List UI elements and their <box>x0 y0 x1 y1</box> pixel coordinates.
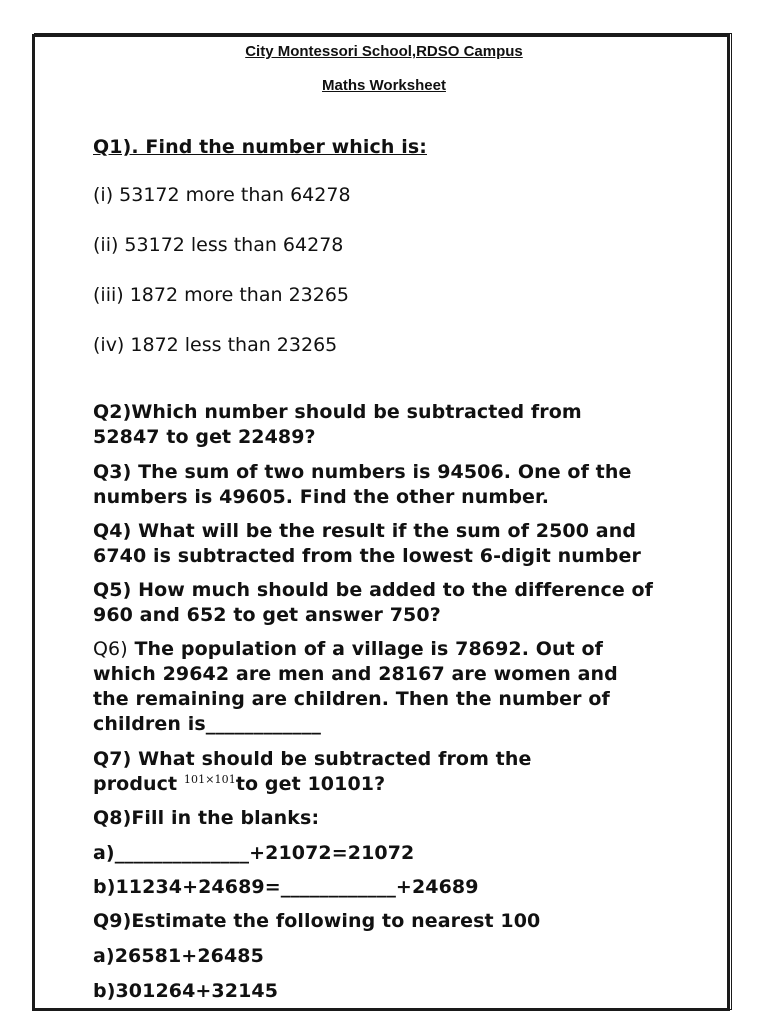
q4-line1: Q4) What will be the result if the sum of 2500 and <box>93 520 637 542</box>
q6-label: Q6) <box>93 638 128 660</box>
q2-line1: Q2)Which number should be subtracted from <box>93 401 582 423</box>
q6-line1-text: The population of a village is 78692. Out of <box>127 638 604 660</box>
q7-line1: Q7) What should be subtracted from the <box>93 748 532 770</box>
q9-heading: Q9)Estimate the following to nearest 100 <box>93 910 541 932</box>
q1-item-iv: (iv) 1872 less than 23265 <box>93 334 338 356</box>
q4-line2: 6740 is subtracted from the lowest 6-digit number <box>93 545 641 567</box>
q9-item-b: b)301264+32145 <box>93 980 279 1002</box>
q8-heading: Q8)Fill in the blanks: <box>93 807 320 829</box>
q6-line2: which 29642 are men and 28167 are women and <box>93 663 618 685</box>
q3-line2: numbers is 49605. Find the other number. <box>93 486 550 508</box>
q7-expression: 101×101 <box>183 773 236 786</box>
q3-line1: Q3) The sum of two numbers is 94506. One of the <box>93 461 632 483</box>
q6-line4: children is____________ <box>93 713 321 735</box>
q2-line2: 52847 to get 22489? <box>93 426 316 448</box>
q1-item-iii: (iii) 1872 more than 23265 <box>93 284 350 306</box>
q5-line2: 960 and 652 to get answer 750? <box>93 604 441 626</box>
q6-line3: the remaining are children. Then the number of <box>93 688 610 710</box>
q7-line2-pre: product <box>93 773 184 795</box>
q9-item-a: a)26581+26485 <box>93 945 264 967</box>
worksheet-title: Maths Worksheet <box>322 77 446 94</box>
q1-item-i: (i) 53172 more than 64278 <box>93 184 351 206</box>
q5-line1: Q5) How much should be added to the difference of <box>93 579 654 601</box>
school-name: City Montessori School,RDSO Campus <box>245 43 523 60</box>
q7-line2-post: to get 10101? <box>235 773 386 795</box>
q1-item-ii: (ii) 53172 less than 64278 <box>93 234 344 256</box>
q7-line2 <box>93 773 385 795</box>
q8-item-b: b)11234+24689=____________+24689 <box>93 876 479 898</box>
q1-heading: Q1). Find the number which is: <box>93 136 427 158</box>
q6-line1 <box>93 638 603 660</box>
q8-item-a: a)______________+21072=21072 <box>93 842 415 864</box>
